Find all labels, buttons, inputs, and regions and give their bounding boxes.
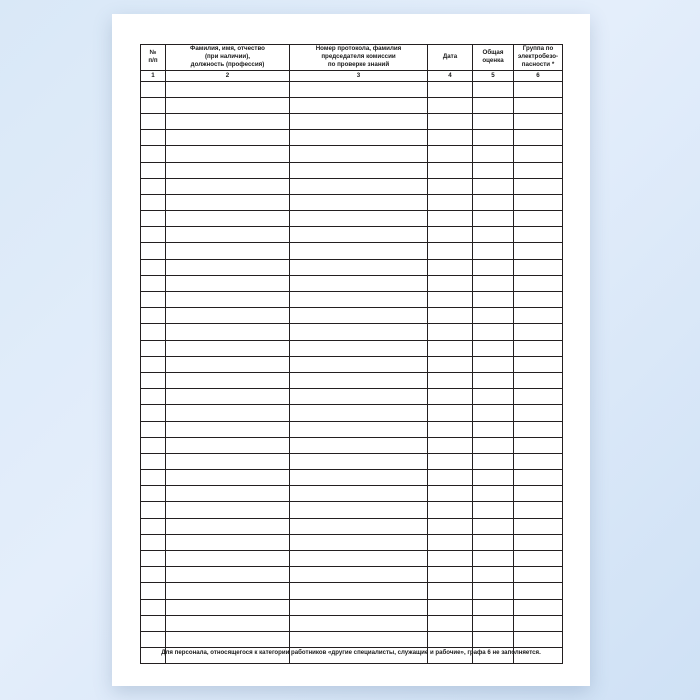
table-cell[interactable] bbox=[428, 243, 473, 259]
table-row[interactable] bbox=[141, 194, 563, 210]
table-cell[interactable] bbox=[473, 130, 514, 146]
table-cell[interactable] bbox=[166, 275, 290, 291]
table-cell[interactable] bbox=[166, 583, 290, 599]
table-cell[interactable] bbox=[473, 437, 514, 453]
table-cell[interactable] bbox=[473, 453, 514, 469]
table-cell[interactable] bbox=[166, 227, 290, 243]
column-number-2: 2 bbox=[166, 70, 290, 81]
table-cell[interactable] bbox=[290, 486, 428, 502]
column-header-overall-grade: Общая оценка bbox=[473, 45, 514, 71]
table-cell[interactable] bbox=[290, 292, 428, 308]
table-cell[interactable] bbox=[141, 81, 166, 97]
table-cell[interactable] bbox=[428, 437, 473, 453]
table-cell[interactable] bbox=[428, 324, 473, 340]
table-cell[interactable] bbox=[473, 227, 514, 243]
table-cell[interactable] bbox=[473, 113, 514, 129]
table-cell[interactable] bbox=[514, 389, 563, 405]
table-cell[interactable] bbox=[514, 372, 563, 388]
table-row[interactable] bbox=[141, 486, 563, 502]
table-cell[interactable] bbox=[473, 534, 514, 550]
table-cell[interactable] bbox=[166, 631, 290, 647]
column-header-number: № п/п bbox=[141, 45, 166, 71]
table-row[interactable] bbox=[141, 308, 563, 324]
table-row[interactable] bbox=[141, 453, 563, 469]
table-cell[interactable] bbox=[428, 405, 473, 421]
table-cell[interactable] bbox=[290, 405, 428, 421]
table-cell[interactable] bbox=[514, 340, 563, 356]
table-cell[interactable] bbox=[473, 211, 514, 227]
table-cell[interactable] bbox=[290, 178, 428, 194]
table-cell[interactable] bbox=[141, 356, 166, 372]
table-cell[interactable] bbox=[428, 551, 473, 567]
table-cell[interactable] bbox=[141, 211, 166, 227]
table-cell[interactable] bbox=[141, 130, 166, 146]
column-header-protocol-chairman: Номер протокола, фамилия председателя комиссии по проверке знаний bbox=[290, 45, 428, 71]
table-cell[interactable] bbox=[166, 259, 290, 275]
table-cell[interactable] bbox=[166, 502, 290, 518]
table-cell[interactable] bbox=[428, 308, 473, 324]
table-cell[interactable] bbox=[428, 599, 473, 615]
column-number-4: 4 bbox=[428, 70, 473, 81]
table-cell[interactable] bbox=[290, 162, 428, 178]
table-cell[interactable] bbox=[166, 421, 290, 437]
table-cell[interactable] bbox=[514, 421, 563, 437]
table-row[interactable] bbox=[141, 113, 563, 129]
table-cell[interactable] bbox=[290, 194, 428, 210]
table-cell[interactable] bbox=[166, 292, 290, 308]
table-cell[interactable] bbox=[473, 243, 514, 259]
table-cell[interactable] bbox=[514, 583, 563, 599]
table-cell[interactable] bbox=[141, 567, 166, 583]
table-row[interactable] bbox=[141, 551, 563, 567]
table-cell[interactable] bbox=[166, 81, 290, 97]
table-cell[interactable] bbox=[428, 567, 473, 583]
table-cell[interactable] bbox=[514, 292, 563, 308]
table-row[interactable] bbox=[141, 227, 563, 243]
table-cell[interactable] bbox=[514, 259, 563, 275]
page-content bbox=[140, 44, 562, 664]
column-header-date: Дата bbox=[428, 45, 473, 71]
table-cell[interactable] bbox=[141, 97, 166, 113]
table-cell[interactable] bbox=[428, 178, 473, 194]
table-cell[interactable] bbox=[473, 518, 514, 534]
table-row[interactable] bbox=[141, 259, 563, 275]
table-cell[interactable] bbox=[514, 211, 563, 227]
table-row[interactable] bbox=[141, 81, 563, 97]
table-cell[interactable] bbox=[290, 615, 428, 631]
table-cell[interactable] bbox=[290, 631, 428, 647]
table-cell[interactable] bbox=[141, 486, 166, 502]
column-number-row bbox=[141, 70, 563, 81]
table-cell[interactable] bbox=[514, 146, 563, 162]
table-cell[interactable] bbox=[473, 389, 514, 405]
table-cell[interactable] bbox=[514, 453, 563, 469]
table-cell[interactable] bbox=[514, 631, 563, 647]
table-row[interactable] bbox=[141, 243, 563, 259]
table-cell[interactable] bbox=[514, 567, 563, 583]
table-cell[interactable] bbox=[473, 502, 514, 518]
table-cell[interactable] bbox=[473, 583, 514, 599]
table-cell[interactable] bbox=[473, 178, 514, 194]
table-cell[interactable] bbox=[141, 470, 166, 486]
table-row[interactable] bbox=[141, 405, 563, 421]
table-cell[interactable] bbox=[428, 130, 473, 146]
table-cell[interactable] bbox=[166, 437, 290, 453]
table-row[interactable] bbox=[141, 211, 563, 227]
table-cell[interactable] bbox=[514, 178, 563, 194]
table-cell[interactable] bbox=[428, 211, 473, 227]
table-row[interactable] bbox=[141, 599, 563, 615]
table-cell[interactable] bbox=[514, 518, 563, 534]
table-cell[interactable] bbox=[514, 97, 563, 113]
table-cell[interactable] bbox=[473, 275, 514, 291]
table-cell[interactable] bbox=[514, 486, 563, 502]
table-row[interactable] bbox=[141, 615, 563, 631]
table-cell[interactable] bbox=[166, 453, 290, 469]
table-cell[interactable] bbox=[141, 389, 166, 405]
table-cell[interactable] bbox=[290, 130, 428, 146]
table-cell[interactable] bbox=[141, 534, 166, 550]
table-cell[interactable] bbox=[514, 130, 563, 146]
table-cell[interactable] bbox=[166, 113, 290, 129]
table-cell[interactable] bbox=[290, 356, 428, 372]
table-row[interactable] bbox=[141, 583, 563, 599]
table-cell[interactable] bbox=[514, 405, 563, 421]
table-cell[interactable] bbox=[166, 518, 290, 534]
table-cell[interactable] bbox=[290, 211, 428, 227]
table-cell[interactable] bbox=[428, 259, 473, 275]
table-row[interactable] bbox=[141, 178, 563, 194]
table-cell[interactable] bbox=[166, 470, 290, 486]
table-body bbox=[141, 81, 563, 664]
table-cell[interactable] bbox=[514, 194, 563, 210]
table-cell[interactable] bbox=[166, 567, 290, 583]
table-cell[interactable] bbox=[428, 162, 473, 178]
document-page bbox=[112, 14, 590, 686]
table-head bbox=[141, 45, 563, 82]
table-cell[interactable] bbox=[514, 470, 563, 486]
table-cell[interactable] bbox=[514, 243, 563, 259]
column-number-6: 6 bbox=[514, 70, 563, 81]
table-cell[interactable] bbox=[141, 502, 166, 518]
table-cell[interactable] bbox=[166, 615, 290, 631]
table-cell[interactable] bbox=[166, 340, 290, 356]
table-cell[interactable] bbox=[141, 421, 166, 437]
table-cell[interactable] bbox=[290, 437, 428, 453]
table-cell[interactable] bbox=[141, 551, 166, 567]
table-row[interactable] bbox=[141, 421, 563, 437]
table-cell[interactable] bbox=[166, 146, 290, 162]
table-cell[interactable] bbox=[141, 178, 166, 194]
table-cell[interactable] bbox=[428, 453, 473, 469]
table-cell[interactable] bbox=[428, 534, 473, 550]
table-cell[interactable] bbox=[473, 146, 514, 162]
table-cell[interactable] bbox=[141, 453, 166, 469]
table-cell[interactable] bbox=[428, 583, 473, 599]
table-cell[interactable] bbox=[141, 405, 166, 421]
table-cell[interactable] bbox=[290, 372, 428, 388]
table-cell[interactable] bbox=[290, 389, 428, 405]
table-cell[interactable] bbox=[166, 162, 290, 178]
table-cell[interactable] bbox=[514, 227, 563, 243]
table-cell[interactable] bbox=[473, 421, 514, 437]
table-cell[interactable] bbox=[166, 389, 290, 405]
table-cell[interactable] bbox=[141, 615, 166, 631]
table-cell[interactable] bbox=[473, 356, 514, 372]
table-cell[interactable] bbox=[166, 405, 290, 421]
column-header-fullname-position: Фамилия, имя, отчество (при наличии), должность (профессия) bbox=[166, 45, 290, 71]
table-cell[interactable] bbox=[428, 615, 473, 631]
table-cell[interactable] bbox=[141, 340, 166, 356]
table-cell[interactable] bbox=[428, 146, 473, 162]
table-cell[interactable] bbox=[290, 567, 428, 583]
table-cell[interactable] bbox=[514, 599, 563, 615]
table-cell[interactable] bbox=[514, 275, 563, 291]
footnote: Для персонала, относящегося к категории работников «другие специалисты, служащие и рабочие», графа 6 не заполняется. bbox=[161, 649, 541, 656]
table-cell[interactable] bbox=[473, 292, 514, 308]
table-cell[interactable] bbox=[514, 551, 563, 567]
table-cell[interactable] bbox=[141, 437, 166, 453]
table-cell[interactable] bbox=[290, 97, 428, 113]
table-cell[interactable] bbox=[166, 324, 290, 340]
table-cell[interactable] bbox=[473, 615, 514, 631]
table-cell[interactable] bbox=[290, 502, 428, 518]
table-cell[interactable] bbox=[514, 162, 563, 178]
table-cell[interactable] bbox=[141, 292, 166, 308]
table-cell[interactable] bbox=[141, 308, 166, 324]
table-cell[interactable] bbox=[473, 259, 514, 275]
table-cell[interactable] bbox=[166, 599, 290, 615]
table-cell[interactable] bbox=[290, 599, 428, 615]
table-cell[interactable] bbox=[166, 178, 290, 194]
table-cell[interactable] bbox=[141, 227, 166, 243]
table-cell[interactable] bbox=[290, 308, 428, 324]
table-cell[interactable] bbox=[166, 194, 290, 210]
table-cell[interactable] bbox=[166, 372, 290, 388]
table-cell[interactable] bbox=[290, 583, 428, 599]
table-cell[interactable] bbox=[290, 259, 428, 275]
table-cell[interactable] bbox=[141, 372, 166, 388]
table-cell[interactable] bbox=[473, 324, 514, 340]
table-row[interactable] bbox=[141, 292, 563, 308]
table-cell[interactable] bbox=[166, 97, 290, 113]
table-cell[interactable] bbox=[428, 631, 473, 647]
table-cell[interactable] bbox=[290, 81, 428, 97]
table-row[interactable] bbox=[141, 567, 563, 583]
table-row[interactable] bbox=[141, 356, 563, 372]
table-cell[interactable] bbox=[473, 567, 514, 583]
table-cell[interactable] bbox=[290, 113, 428, 129]
table-cell[interactable] bbox=[141, 599, 166, 615]
table-cell[interactable] bbox=[514, 308, 563, 324]
table-cell[interactable] bbox=[166, 534, 290, 550]
table-row[interactable] bbox=[141, 631, 563, 647]
table-row[interactable] bbox=[141, 502, 563, 518]
table-cell[interactable] bbox=[166, 130, 290, 146]
table-row[interactable] bbox=[141, 130, 563, 146]
table-cell[interactable] bbox=[428, 81, 473, 97]
column-number-1: 1 bbox=[141, 70, 166, 81]
table-cell[interactable] bbox=[514, 502, 563, 518]
table-cell[interactable] bbox=[473, 194, 514, 210]
table-cell[interactable] bbox=[514, 81, 563, 97]
column-header-electrical-safety-group: Группа по электробезо- пасности * bbox=[514, 45, 563, 71]
column-number-5: 5 bbox=[473, 70, 514, 81]
table-cell[interactable] bbox=[166, 211, 290, 227]
table-cell[interactable] bbox=[141, 275, 166, 291]
table-cell[interactable] bbox=[166, 551, 290, 567]
table-row[interactable] bbox=[141, 518, 563, 534]
table-cell[interactable] bbox=[141, 146, 166, 162]
table-row[interactable] bbox=[141, 162, 563, 178]
table-row[interactable] bbox=[141, 324, 563, 340]
table-cell[interactable] bbox=[290, 534, 428, 550]
table-cell[interactable] bbox=[166, 308, 290, 324]
table-cell[interactable] bbox=[141, 631, 166, 647]
table-row[interactable] bbox=[141, 534, 563, 550]
table-cell[interactable] bbox=[290, 340, 428, 356]
table-cell[interactable] bbox=[428, 518, 473, 534]
table-cell[interactable] bbox=[428, 275, 473, 291]
column-number-3: 3 bbox=[290, 70, 428, 81]
table-cell[interactable] bbox=[166, 486, 290, 502]
table-cell[interactable] bbox=[514, 356, 563, 372]
table-cell[interactable] bbox=[428, 502, 473, 518]
table-cell[interactable] bbox=[473, 81, 514, 97]
table-cell[interactable] bbox=[428, 389, 473, 405]
table-row[interactable] bbox=[141, 340, 563, 356]
table-cell[interactable] bbox=[473, 97, 514, 113]
table-cell[interactable] bbox=[428, 227, 473, 243]
table-cell[interactable] bbox=[141, 583, 166, 599]
table-cell[interactable] bbox=[473, 631, 514, 647]
table-row[interactable] bbox=[141, 146, 563, 162]
table-row[interactable] bbox=[141, 97, 563, 113]
table-cell[interactable] bbox=[290, 470, 428, 486]
table-cell[interactable] bbox=[290, 421, 428, 437]
table-cell[interactable] bbox=[290, 518, 428, 534]
table-cell[interactable] bbox=[141, 194, 166, 210]
table-cell[interactable] bbox=[141, 113, 166, 129]
table-cell[interactable] bbox=[428, 194, 473, 210]
table-cell[interactable] bbox=[514, 437, 563, 453]
table-row[interactable] bbox=[141, 470, 563, 486]
table-cell[interactable] bbox=[166, 356, 290, 372]
table-cell[interactable] bbox=[514, 615, 563, 631]
table-cell[interactable] bbox=[473, 551, 514, 567]
table-cell[interactable] bbox=[473, 599, 514, 615]
table-cell[interactable] bbox=[290, 146, 428, 162]
table-cell[interactable] bbox=[166, 243, 290, 259]
table-cell[interactable] bbox=[290, 324, 428, 340]
table-cell[interactable] bbox=[514, 113, 563, 129]
knowledge-check-register-table bbox=[140, 44, 563, 664]
table-cell[interactable] bbox=[290, 243, 428, 259]
table-cell[interactable] bbox=[141, 518, 166, 534]
table-row[interactable] bbox=[141, 275, 563, 291]
table-cell[interactable] bbox=[290, 453, 428, 469]
table-cell[interactable] bbox=[428, 113, 473, 129]
table-cell[interactable] bbox=[514, 324, 563, 340]
table-cell[interactable] bbox=[428, 292, 473, 308]
table-cell[interactable] bbox=[514, 534, 563, 550]
table-cell[interactable] bbox=[473, 405, 514, 421]
table-cell[interactable] bbox=[473, 470, 514, 486]
table-cell[interactable] bbox=[290, 227, 428, 243]
table-row[interactable] bbox=[141, 389, 563, 405]
table-header-row bbox=[141, 45, 563, 71]
table-cell[interactable] bbox=[428, 356, 473, 372]
table-cell[interactable] bbox=[141, 162, 166, 178]
table-cell[interactable] bbox=[141, 259, 166, 275]
table-cell[interactable] bbox=[473, 340, 514, 356]
table-cell[interactable] bbox=[290, 275, 428, 291]
table-cell[interactable] bbox=[473, 308, 514, 324]
table-cell[interactable] bbox=[473, 372, 514, 388]
table-cell[interactable] bbox=[428, 97, 473, 113]
table-cell[interactable] bbox=[428, 340, 473, 356]
table-cell[interactable] bbox=[290, 551, 428, 567]
table-cell[interactable] bbox=[473, 486, 514, 502]
table-cell[interactable] bbox=[428, 486, 473, 502]
table-cell[interactable] bbox=[428, 372, 473, 388]
table-cell[interactable] bbox=[428, 470, 473, 486]
table-cell[interactable] bbox=[141, 324, 166, 340]
table-row[interactable] bbox=[141, 372, 563, 388]
table-row[interactable] bbox=[141, 437, 563, 453]
table-cell[interactable] bbox=[428, 421, 473, 437]
table-cell[interactable] bbox=[141, 243, 166, 259]
table-cell[interactable] bbox=[473, 162, 514, 178]
